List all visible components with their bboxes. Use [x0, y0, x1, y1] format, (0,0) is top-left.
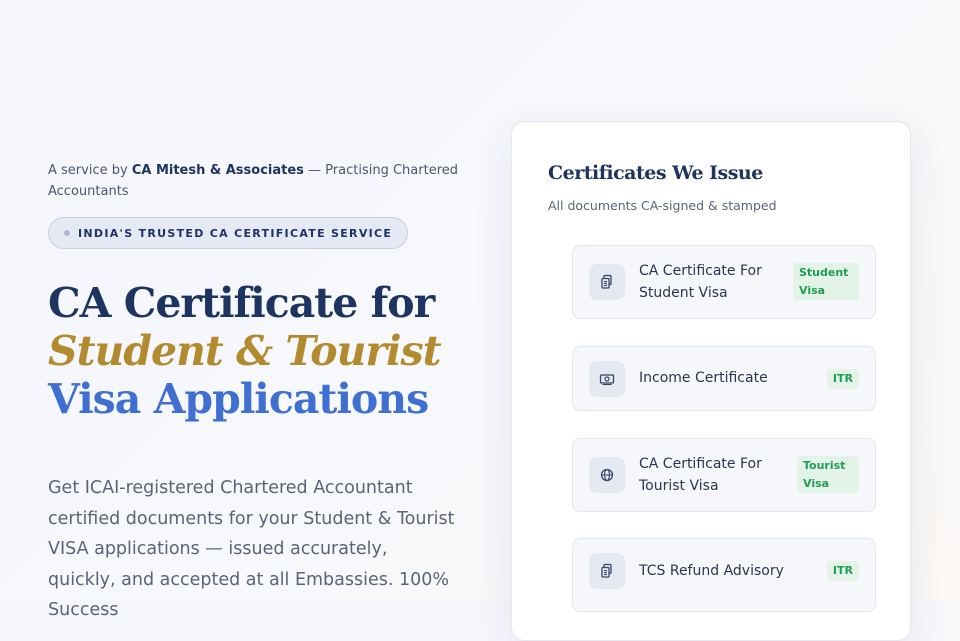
document-copy-icon — [589, 264, 625, 300]
trust-badge — [48, 217, 408, 249]
certificates-card — [511, 121, 911, 641]
certificate-tag: Student Visa — [793, 263, 859, 300]
certificate-item-income[interactable] — [572, 346, 876, 411]
certificate-item-tourist-visa[interactable] — [572, 438, 876, 512]
hero-section — [48, 160, 458, 626]
badge-label: INDIA'S TRUSTED CA CERTIFICATE SERVICE — [78, 226, 393, 240]
certificates-title: Certificates We Issue — [548, 162, 763, 184]
certificate-item-student-visa[interactable] — [572, 245, 876, 319]
firm-name: CA Mitesh & Associates — [131, 163, 304, 178]
certificate-tag: ITR — [827, 369, 859, 389]
service-prefix: A service by — [48, 163, 132, 178]
money-icon — [589, 361, 625, 397]
hero-description: Get ICAI-registered Chartered Accountant certified documents for your Student & Tourist VISA applications — issued accurately, quickly, and accepted at all Embassies. 100% Success — [48, 478, 455, 620]
title-line-3: Visa Applications — [48, 375, 429, 423]
page-title — [48, 279, 458, 423]
certificate-item-tcs-refund[interactable] — [572, 538, 876, 612]
certificate-label: CA Certificate For Tourist Visa — [639, 456, 762, 494]
service-suffix: — Practising Chartered Accountants — [48, 163, 459, 199]
certificate-label: TCS Refund Advisory — [639, 563, 784, 579]
document-copy-icon — [589, 553, 625, 589]
service-attribution — [48, 160, 458, 202]
certificate-tag: Tourist Visa — [797, 456, 859, 493]
certificate-tag: ITR — [827, 561, 859, 581]
certificate-label: Income Certificate — [639, 370, 768, 386]
globe-icon — [589, 457, 625, 493]
title-line-1: CA Certificate for — [48, 279, 435, 327]
certificate-label: CA Certificate For Student Visa — [639, 263, 762, 301]
certificates-subtitle: All documents CA-signed & stamped — [548, 198, 777, 213]
title-line-2: Student & Tourist — [48, 327, 441, 375]
badge-dot-icon — [64, 230, 70, 236]
